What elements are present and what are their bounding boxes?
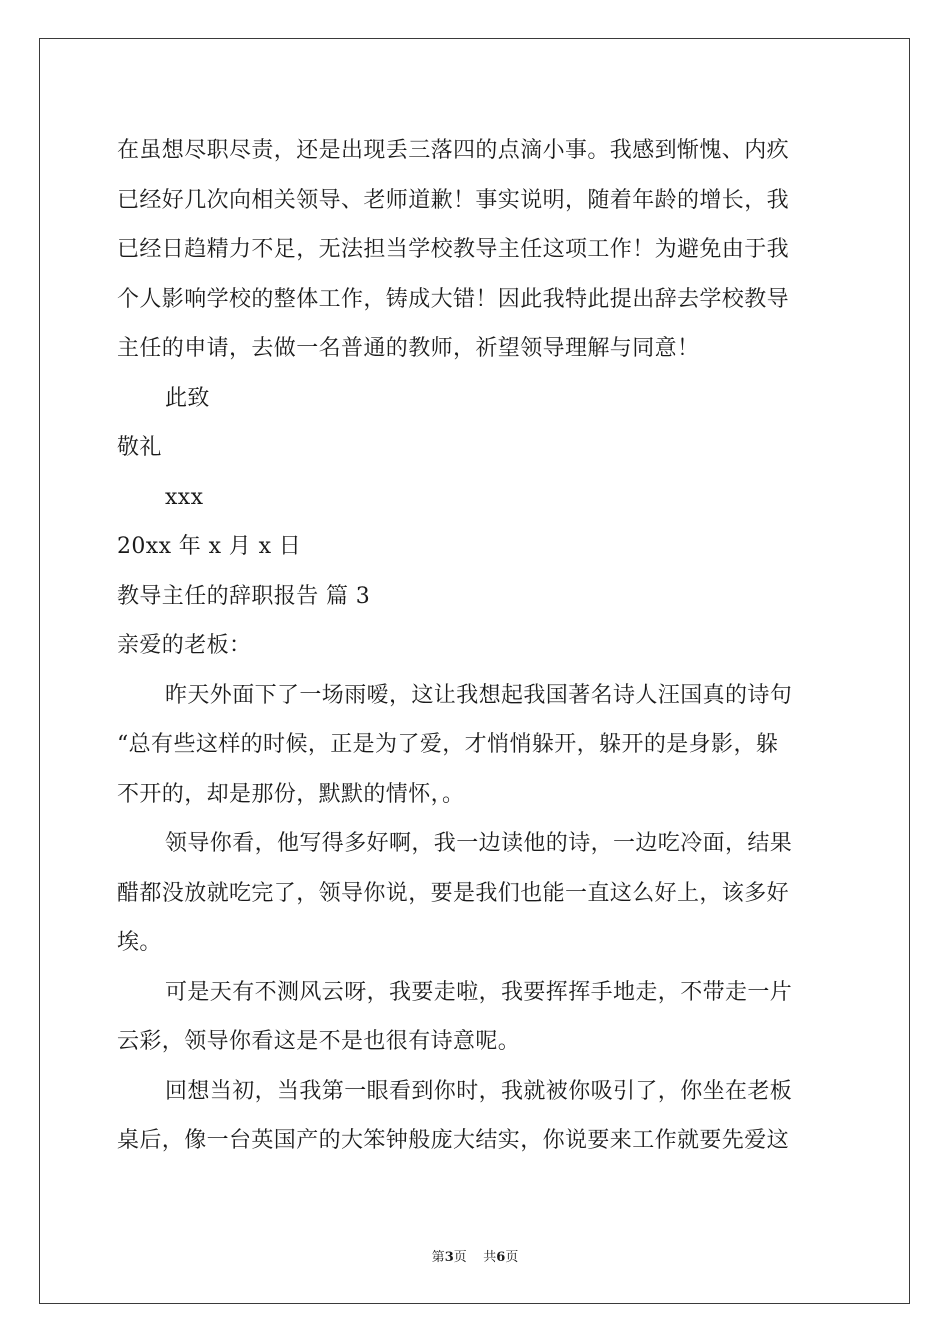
text-line: 不开的，却是那份，默默的情怀，。 [117, 781, 465, 807]
text-line: 在虽想尽职尽责，还是出现丢三落四的点滴小事。我感到惭愧、内疚 [117, 138, 790, 163]
text-line: 已经好几次向相关领导、老师道歉！事实说明，随着年龄的增长，我 [117, 187, 790, 213]
page-number-prefix: 第 [431, 1250, 445, 1265]
page-number-suffix: 页 [505, 1250, 519, 1265]
salutation-closing: 此致 [165, 385, 210, 411]
text-line: 醋都没放就吃完了，领导你说，要是我们也能一直这么好上，该多好 [117, 880, 790, 906]
salutation-regards: 敬礼 [117, 435, 162, 460]
text-line: 已经日趋精力不足，无法担当学校教导主任这项工作！为避免由于我 [117, 237, 790, 262]
page-number-mid: 页 共 [453, 1250, 497, 1265]
text-line: 个人影响学校的整体工作，铸成大错！因此我特此提出辞去学校教导 [117, 286, 790, 312]
text-line: 领导你看，他写得多好啊，我一边读他的诗，一边吃冷面，结果 [165, 831, 793, 856]
text-line: 回想当初，当我第一眼看到你时，我就被你吸引了，你坐在老板 [165, 1078, 793, 1104]
text-line: 云彩，领导你看这是不是也很有诗意呢。 [117, 1029, 521, 1054]
text-line: 可是天有不测风云呀，我要走啦，我要挥挥手地走，不带走一片 [165, 979, 793, 1005]
page-number-total: 6 [496, 1250, 506, 1265]
greeting: 亲爱的老板： [117, 633, 252, 658]
text-line: 主任的申请，去做一名普通的教师，祈望领导理解与同意！ [117, 336, 700, 361]
signature-date: 20xx 年 x 月 x 日 [117, 534, 302, 559]
text-line: “总有些这样的时候，正是为了爱，才悄悄躲开，躲开的是身影，躲 [117, 732, 779, 757]
page-number-current: 3 [444, 1250, 454, 1265]
page-footer [0, 1246, 950, 1265]
section-title: 教导主任的辞职报告 篇 3 [117, 583, 371, 609]
signature-name: xxx [165, 484, 204, 510]
text-line: 昨天外面下了一场雨嗳，这让我想起我国著名诗人汪国真的诗句 [165, 682, 793, 708]
document-body [117, 126, 835, 1166]
text-line: 埃。 [117, 930, 162, 955]
text-line: 桌后，像一台英国产的大笨钟般庞大结实，你说要来工作就要先爱这 [117, 1128, 790, 1153]
